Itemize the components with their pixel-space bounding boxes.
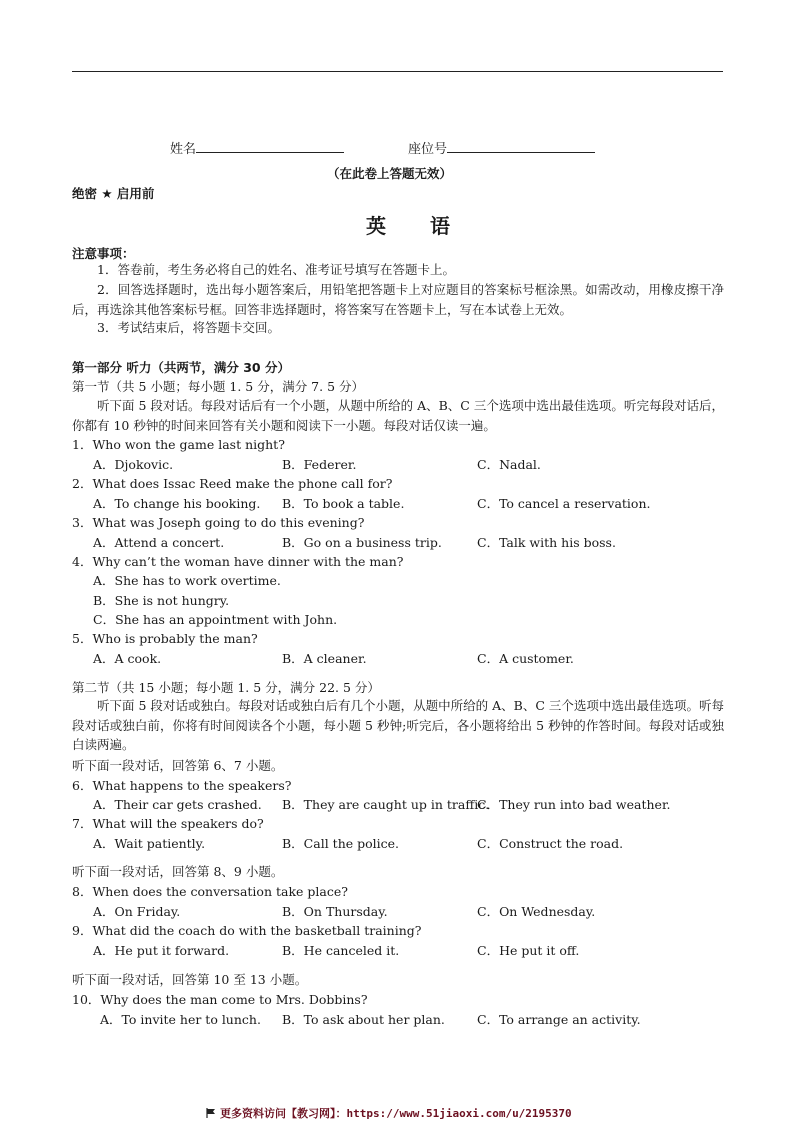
q1-option-a: A．Djokovic. bbox=[93, 457, 174, 472]
group2-intro: 听下面一段对话，回答第 8、9 小题。 bbox=[72, 864, 284, 879]
q7-option-c: C．Construct the road. bbox=[477, 836, 624, 851]
q10-option-a: A．To invite her to lunch. bbox=[100, 1012, 261, 1027]
q9-option-c: C．He put it off. bbox=[477, 943, 580, 958]
notice-heading: 注意事项： bbox=[72, 246, 135, 261]
question-6: 6．What happens to the speakers? bbox=[72, 778, 292, 793]
q8-option-b: B．On Thursday. bbox=[282, 904, 388, 919]
q2-option-a: A．To change his booking. bbox=[93, 496, 261, 511]
notice-item-2: 2．回答选择题时，选出每小题答案后，用铅笔把答题卡上对应题目的答案标号框涂黑。如需改动，用橡皮擦干净后，再选涂其他答案标号框。回答非选择题时，将答案写在答题卡上，写在本试卷上无效。 bbox=[72, 282, 724, 317]
name-field bbox=[170, 138, 344, 157]
group1-intro: 听下面一段对话，回答第 6、7 小题。 bbox=[72, 758, 284, 773]
question-8: 8．When does the conversation take place? bbox=[72, 884, 348, 899]
question-2: 2．What does Issac Reed make the phone call for? bbox=[72, 476, 393, 491]
notice-item-3: 3．考试结束后，将答题卡交回。 bbox=[97, 320, 280, 335]
footer-link[interactable] bbox=[206, 1105, 572, 1121]
section2-instructions: 听下面 5 段对话或独白。每段对话或独白后有几个小题，从题中所给的 A、B、C 三个选项中选出最佳选项。听每段对话或独白前，你将有时间阅读各个小题，每小题 5 秒钟;听完后，各小题将给出 5 秒钟的作答时间。每段对话或独白读两遍。 bbox=[72, 698, 724, 752]
q10-option-c: C．To arrange an activity. bbox=[477, 1012, 641, 1027]
q8-option-c: C．On Wednesday. bbox=[477, 904, 596, 919]
question-9: 9．What did the coach do with the basketball training? bbox=[72, 923, 422, 938]
seat-blank bbox=[447, 140, 595, 153]
q2-option-c: C．To cancel a reservation. bbox=[477, 496, 651, 511]
q1-option-b: B．Federer. bbox=[282, 457, 357, 472]
q2-option-b: B．To book a table. bbox=[282, 496, 405, 511]
q7-option-a: A．Wait patiently. bbox=[93, 836, 206, 851]
subject-title: 英 语 bbox=[366, 214, 462, 238]
q7-option-b: B．Call the police. bbox=[282, 836, 400, 851]
notice-item-1: 1．答卷前，考生务必将自己的姓名、准考证号填写在答题卡上。 bbox=[97, 262, 455, 277]
question-3: 3．What was Joseph going to do this evening? bbox=[72, 515, 365, 530]
q5-option-a: A．A cook. bbox=[93, 651, 162, 666]
footer-text: 更多资料访问【教习网】：https://www.51jiaoxi.com/u/2195370 bbox=[220, 1107, 572, 1120]
name-blank bbox=[196, 140, 344, 153]
q3-option-a: A．Attend a concert. bbox=[93, 535, 225, 550]
q9-option-b: B．He canceled it. bbox=[282, 943, 400, 958]
flag-icon bbox=[206, 1108, 216, 1118]
q4-option-a: A．She has to work overtime. bbox=[93, 573, 281, 588]
q5-option-c: C．A customer. bbox=[477, 651, 574, 666]
q3-option-b: B．Go on a business trip. bbox=[282, 535, 442, 550]
top-rule bbox=[72, 71, 723, 72]
q3-option-c: C．Talk with his boss. bbox=[477, 535, 616, 550]
question-5: 5．Who is probably the man? bbox=[72, 631, 258, 646]
q6-option-a: A．Their car gets crashed. bbox=[93, 797, 262, 812]
question-10: 10．Why does the man come to Mrs. Dobbins? bbox=[72, 992, 368, 1007]
q9-option-a: A．He put it forward. bbox=[93, 943, 230, 958]
group3-intro: 听下面一段对话，回答第 10 至 13 小题。 bbox=[72, 972, 308, 987]
secret-label: 绝密 ★ 启用前 bbox=[72, 186, 155, 201]
q1-option-c: C．Nadal. bbox=[477, 457, 541, 472]
q4-option-c: C．She has an appointment with John. bbox=[93, 612, 338, 627]
q5-option-b: B．A cleaner. bbox=[282, 651, 367, 666]
question-1: 1．Who won the game last night? bbox=[72, 437, 285, 452]
section1-instructions: 听下面 5 段对话。每段对话后有一个小题，从题中所给的 A、B、C 三个选项中选出最佳选项。听完每段对话后，你都有 10 秒钟的时间来回答有关小题和阅读下一小题。每段对话仅读一遍。 bbox=[72, 398, 724, 433]
q6-option-c: C．They run into bad weather. bbox=[477, 797, 671, 812]
section1-heading: 第一节（共 5 小题；每小题 1. 5 分，满分 7. 5 分） bbox=[72, 379, 364, 394]
q4-option-b: B．She is not hungry. bbox=[93, 593, 230, 608]
seat-field bbox=[408, 138, 595, 157]
q8-option-a: A．On Friday. bbox=[93, 904, 181, 919]
part1-heading: 第一部分 听力（共两节，满分 30 分） bbox=[72, 360, 290, 375]
section2-heading: 第二节（共 15 小题；每小题 1. 5 分，满分 22. 5 分） bbox=[72, 680, 380, 695]
q6-option-b: B．They are caught up in traffic. bbox=[282, 797, 490, 812]
q10-option-b: B．To ask about her plan. bbox=[282, 1012, 445, 1027]
seat-label: 座位号 bbox=[408, 142, 448, 157]
question-7: 7．What will the speakers do? bbox=[72, 816, 264, 831]
name-label: 姓名 bbox=[170, 142, 197, 157]
question-4: 4．Why can’t the woman have dinner with the man? bbox=[72, 554, 404, 569]
invalid-note: （在此卷上答题无效） bbox=[327, 166, 453, 181]
